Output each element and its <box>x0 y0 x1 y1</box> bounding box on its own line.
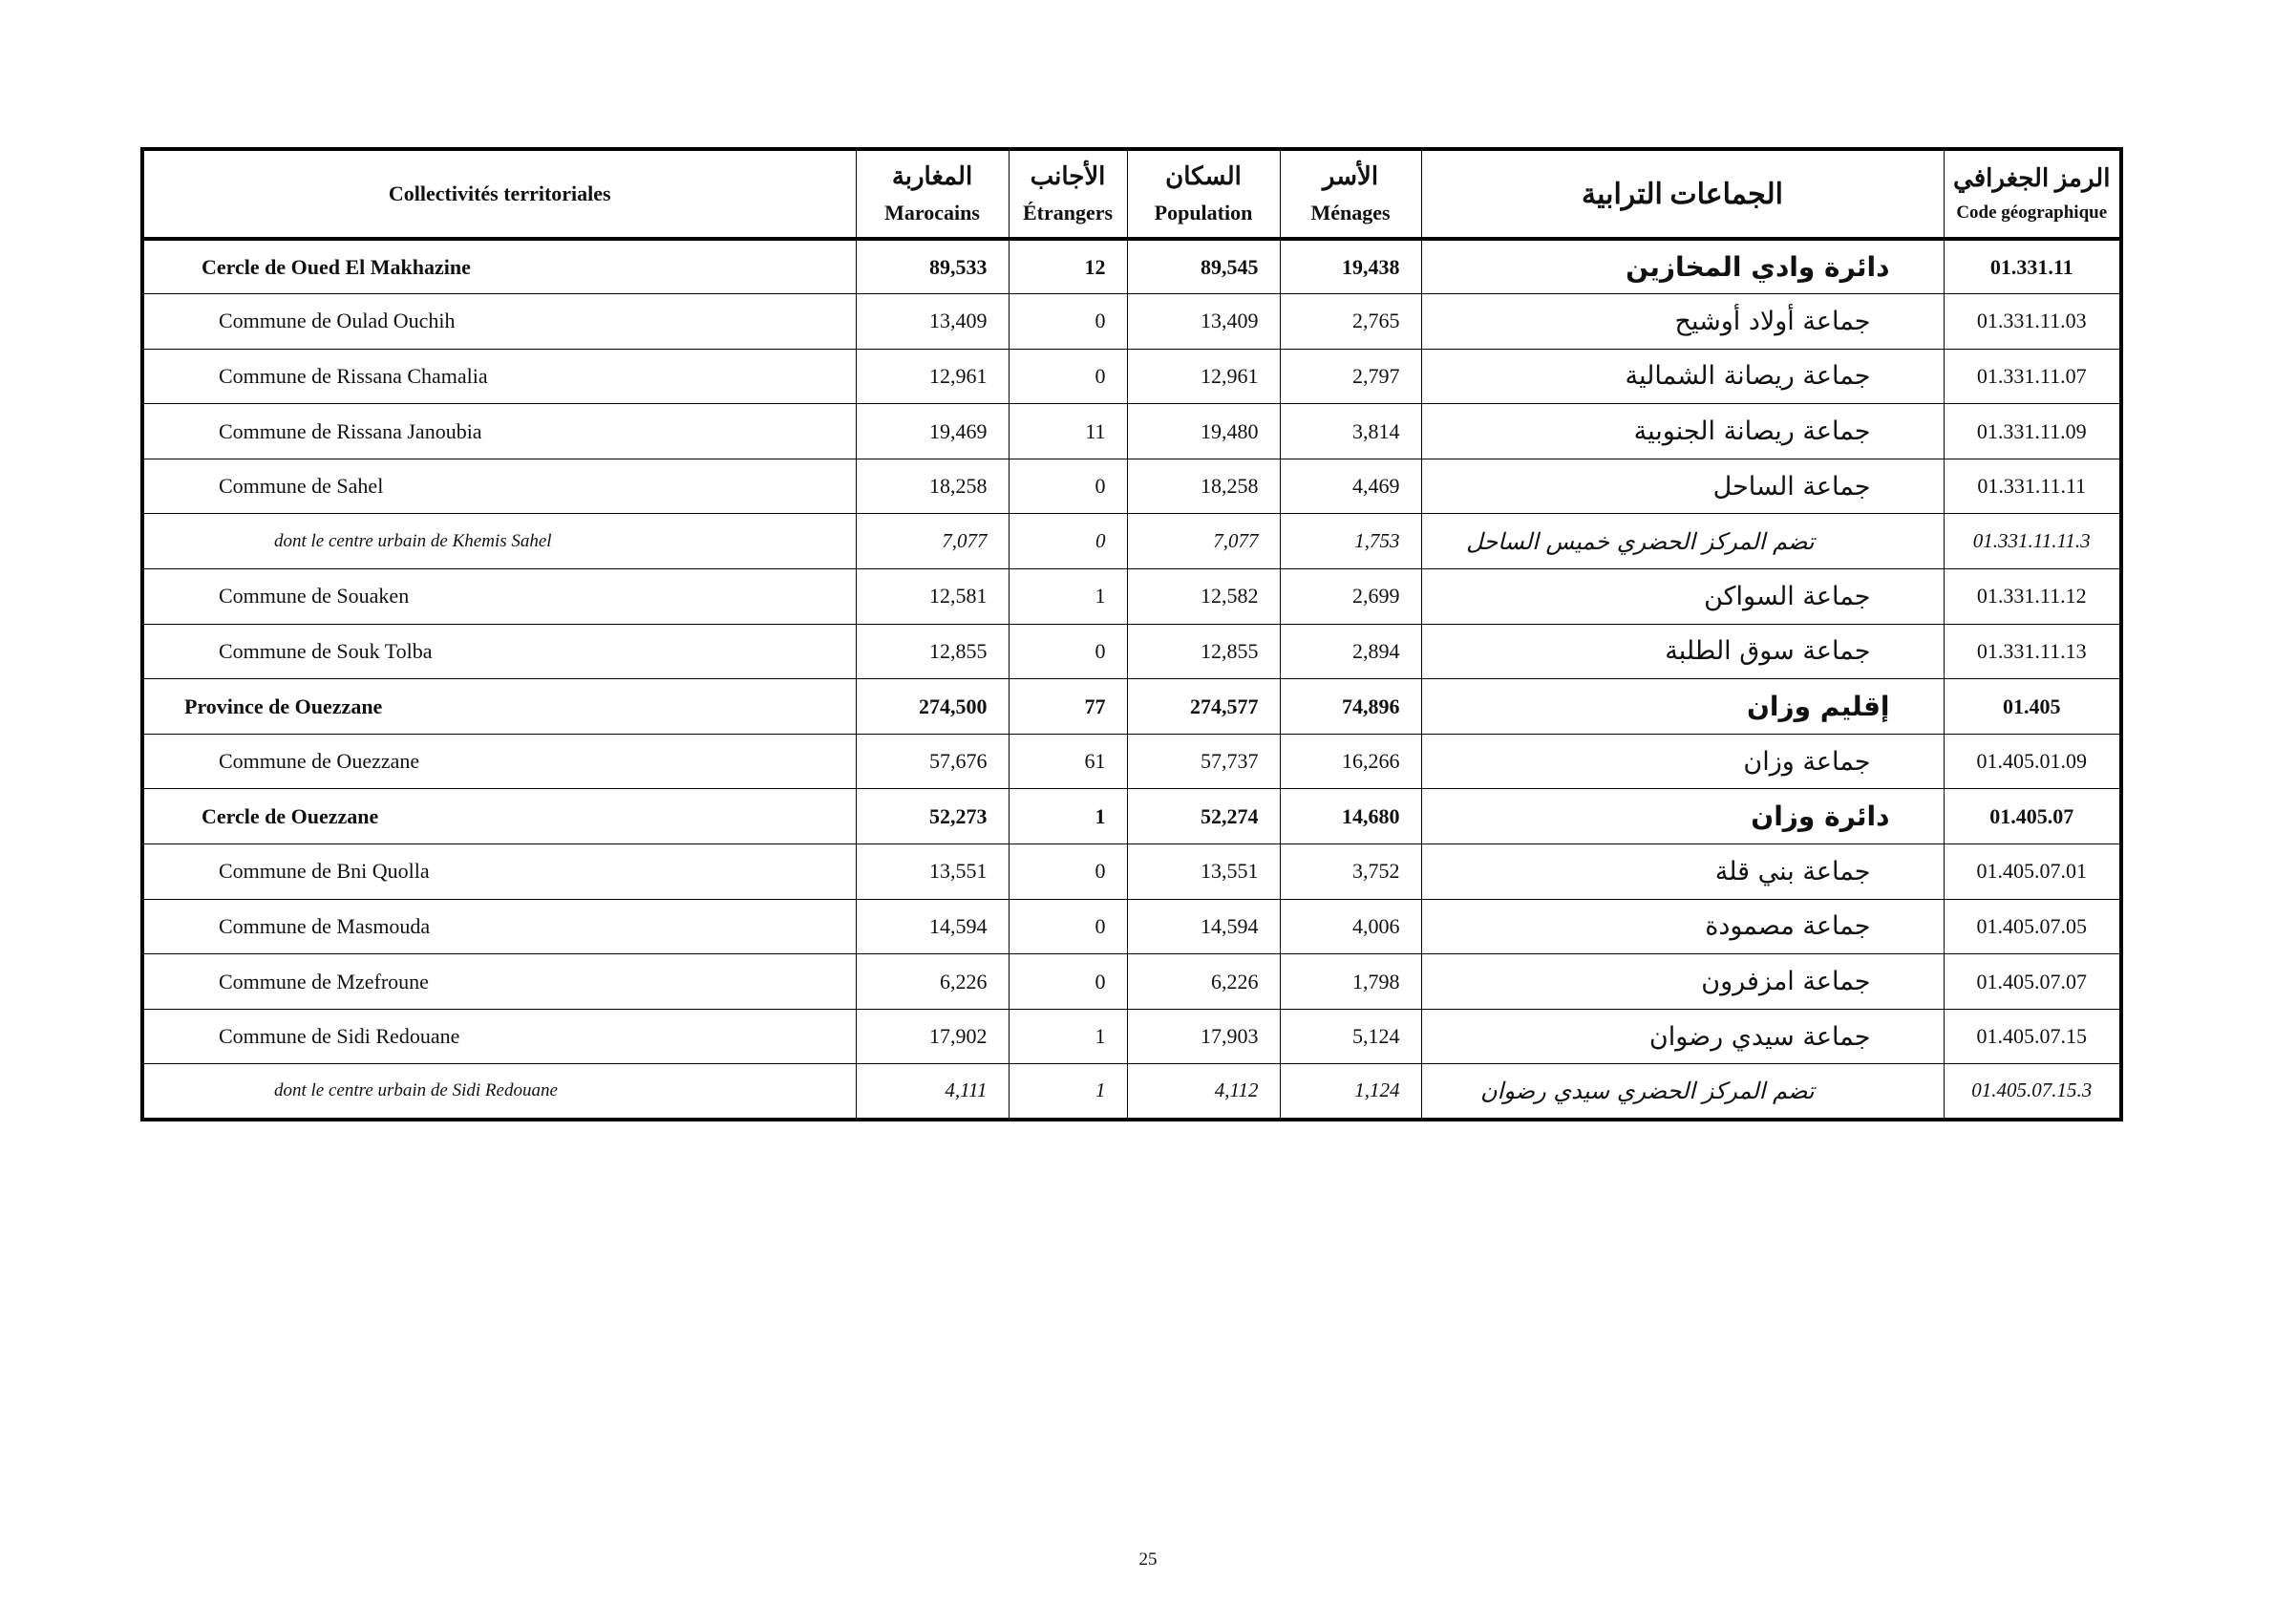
name-ar-cell: جماعة السواكن <box>1421 569 1944 625</box>
etrangers-cell: 0 <box>1009 349 1127 404</box>
table-row <box>142 954 2121 1010</box>
table-row <box>142 624 2121 679</box>
population-cell: 19,480 <box>1127 404 1280 459</box>
etrangers-cell: 0 <box>1009 844 1127 900</box>
name-ar-cell: تضم المركز الحضري سيدي رضوان <box>1421 1064 1944 1120</box>
menages-cell: 2,894 <box>1280 624 1421 679</box>
name-fr-cell: dont le centre urbain de Sidi Redouane <box>142 1064 856 1120</box>
code-cell: 01.405.07.01 <box>1944 844 2121 900</box>
marocains-cell: 57,676 <box>856 734 1009 789</box>
code-cell: 01.405.07.05 <box>1944 899 2121 954</box>
name-ar-cell: دائرة وادي المخازين <box>1421 239 1944 294</box>
header-population <box>1127 149 1280 239</box>
name-ar-cell: دائرة وزان <box>1421 789 1944 844</box>
name-ar-cell: جماعة الساحل <box>1421 459 1944 514</box>
marocains-cell: 12,961 <box>856 349 1009 404</box>
name-ar-cell: جماعة ريصانة الجنوبية <box>1421 404 1944 459</box>
name-ar-cell: تضم المركز الحضري خميس الساحل <box>1421 514 1944 569</box>
name-ar-cell: جماعة وزان <box>1421 734 1944 789</box>
population-cell: 12,961 <box>1127 349 1280 404</box>
code-cell: 01.331.11.12 <box>1944 569 2121 625</box>
etrangers-cell: 0 <box>1009 294 1127 350</box>
marocains-cell: 52,273 <box>856 789 1009 844</box>
etrangers-cell: 0 <box>1009 899 1127 954</box>
marocains-cell: 6,226 <box>856 954 1009 1010</box>
population-cell: 13,551 <box>1127 844 1280 900</box>
name-fr-cell: Commune de Oulad Ouchih <box>142 294 856 350</box>
header-menages-ar: الأسر <box>1322 162 1379 190</box>
population-cell: 6,226 <box>1127 954 1280 1010</box>
marocains-cell: 18,258 <box>856 459 1009 514</box>
population-cell: 52,274 <box>1127 789 1280 844</box>
code-cell: 01.405 <box>1944 679 2121 735</box>
menages-cell: 74,896 <box>1280 679 1421 735</box>
name-fr-cell: Commune de Masmouda <box>142 899 856 954</box>
header-code <box>1944 149 2121 239</box>
table-row <box>142 569 2121 625</box>
name-ar-cell: جماعة مصمودة <box>1421 899 1944 954</box>
name-fr-cell: Commune de Ouezzane <box>142 734 856 789</box>
marocains-cell: 14,594 <box>856 899 1009 954</box>
name-fr-cell: Cercle de Oued El Makhazine <box>142 239 856 294</box>
menages-cell: 16,266 <box>1280 734 1421 789</box>
header-code-fr: Code géographique <box>1956 203 2108 223</box>
name-ar-cell: جماعة سيدي رضوان <box>1421 1009 1944 1064</box>
marocains-cell: 7,077 <box>856 514 1009 569</box>
name-ar-cell: جماعة امزفرون <box>1421 954 1944 1010</box>
population-cell: 17,903 <box>1127 1009 1280 1064</box>
marocains-cell: 4,111 <box>856 1064 1009 1120</box>
etrangers-cell: 0 <box>1009 954 1127 1010</box>
header-population-fr: Population <box>1154 201 1253 224</box>
header-jamaat: الجماعات الترابية <box>1421 149 1944 239</box>
code-cell: 01.405.07.07 <box>1944 954 2121 1010</box>
table-row <box>142 459 2121 514</box>
etrangers-cell: 12 <box>1009 239 1127 294</box>
code-cell: 01.331.11.07 <box>1944 349 2121 404</box>
header-marocains <box>856 149 1009 239</box>
code-cell: 01.405.07.15.3 <box>1944 1064 2121 1120</box>
header-menages-fr: Ménages <box>1310 201 1391 224</box>
name-fr-cell: Commune de Souaken <box>142 569 856 625</box>
table-row <box>142 899 2121 954</box>
population-cell: 18,258 <box>1127 459 1280 514</box>
page-number: 25 <box>1138 1549 1158 1570</box>
population-cell: 12,582 <box>1127 569 1280 625</box>
name-fr-cell: Commune de Rissana Janoubia <box>142 404 856 459</box>
code-cell: 01.331.11.11 <box>1944 459 2121 514</box>
menages-cell: 1,798 <box>1280 954 1421 1010</box>
marocains-cell: 13,551 <box>856 844 1009 900</box>
name-fr-cell: Cercle de Ouezzane <box>142 789 856 844</box>
population-cell: 57,737 <box>1127 734 1280 789</box>
marocains-cell: 274,500 <box>856 679 1009 735</box>
menages-cell: 5,124 <box>1280 1009 1421 1064</box>
population-cell: 274,577 <box>1127 679 1280 735</box>
name-ar-cell: جماعة بني قلة <box>1421 844 1944 900</box>
table-row <box>142 514 2121 569</box>
population-cell: 89,545 <box>1127 239 1280 294</box>
table-row <box>142 679 2121 735</box>
etrangers-cell: 1 <box>1009 569 1127 625</box>
header-marocains-ar: المغاربة <box>891 162 973 190</box>
table-row <box>142 294 2121 350</box>
etrangers-cell: 1 <box>1009 789 1127 844</box>
table-row <box>142 844 2121 900</box>
table-row <box>142 734 2121 789</box>
name-fr-cell: Province de Ouezzane <box>142 679 856 735</box>
census-table <box>140 147 2123 1121</box>
name-ar-cell: جماعة أولاد أوشيح <box>1421 294 1944 350</box>
etrangers-cell: 77 <box>1009 679 1127 735</box>
table-row <box>142 1009 2121 1064</box>
menages-cell: 1,124 <box>1280 1064 1421 1120</box>
menages-cell: 2,699 <box>1280 569 1421 625</box>
name-ar-cell: إقليم وزان <box>1421 679 1944 735</box>
marocains-cell: 13,409 <box>856 294 1009 350</box>
code-cell: 01.331.11.13 <box>1944 624 2121 679</box>
name-fr-cell: Commune de Souk Tolba <box>142 624 856 679</box>
code-cell: 01.331.11.09 <box>1944 404 2121 459</box>
menages-cell: 2,797 <box>1280 349 1421 404</box>
code-cell: 01.331.11 <box>1944 239 2121 294</box>
code-cell: 01.405.01.09 <box>1944 734 2121 789</box>
header-etrangers-ar: الأجانب <box>1030 162 1106 190</box>
name-ar-cell: جماعة ريصانة الشمالية <box>1421 349 1944 404</box>
etrangers-cell: 0 <box>1009 514 1127 569</box>
menages-cell: 2,765 <box>1280 294 1421 350</box>
marocains-cell: 12,581 <box>856 569 1009 625</box>
menages-cell: 3,814 <box>1280 404 1421 459</box>
marocains-cell: 89,533 <box>856 239 1009 294</box>
etrangers-cell: 1 <box>1009 1064 1127 1120</box>
etrangers-cell: 0 <box>1009 459 1127 514</box>
header-etrangers <box>1009 149 1127 239</box>
menages-cell: 4,469 <box>1280 459 1421 514</box>
table-row <box>142 349 2121 404</box>
menages-cell: 1,753 <box>1280 514 1421 569</box>
table-row <box>142 404 2121 459</box>
name-fr-cell: Commune de Sidi Redouane <box>142 1009 856 1064</box>
population-cell: 14,594 <box>1127 899 1280 954</box>
name-fr-cell: Commune de Sahel <box>142 459 856 514</box>
header-collectivites: Collectivités territoriales <box>142 149 856 239</box>
name-ar-cell: جماعة سوق الطلبة <box>1421 624 1944 679</box>
table-row <box>142 239 2121 294</box>
code-cell: 01.331.11.03 <box>1944 294 2121 350</box>
table-header-row <box>142 149 2121 239</box>
code-cell: 01.405.07.15 <box>1944 1009 2121 1064</box>
population-cell: 4,112 <box>1127 1064 1280 1120</box>
etrangers-cell: 0 <box>1009 624 1127 679</box>
menages-cell: 3,752 <box>1280 844 1421 900</box>
marocains-cell: 12,855 <box>856 624 1009 679</box>
code-cell: 01.331.11.11.3 <box>1944 514 2121 569</box>
marocains-cell: 19,469 <box>856 404 1009 459</box>
name-fr-cell: Commune de Rissana Chamalia <box>142 349 856 404</box>
header-menages <box>1280 149 1421 239</box>
table-body <box>142 239 2121 1120</box>
population-cell: 12,855 <box>1127 624 1280 679</box>
table-row <box>142 1064 2121 1120</box>
name-fr-cell: Commune de Bni Quolla <box>142 844 856 900</box>
population-cell: 7,077 <box>1127 514 1280 569</box>
etrangers-cell: 1 <box>1009 1009 1127 1064</box>
name-fr-cell: dont le centre urbain de Khemis Sahel <box>142 514 856 569</box>
code-cell: 01.405.07 <box>1944 789 2121 844</box>
header-marocains-fr: Marocains <box>884 201 980 224</box>
population-cell: 13,409 <box>1127 294 1280 350</box>
name-fr-cell: Commune de Mzefroune <box>142 954 856 1010</box>
etrangers-cell: 61 <box>1009 734 1127 789</box>
header-population-ar: السكان <box>1165 162 1242 190</box>
menages-cell: 4,006 <box>1280 899 1421 954</box>
header-code-ar: الرمز الجغرافي <box>1953 164 2111 192</box>
table-row <box>142 789 2121 844</box>
marocains-cell: 17,902 <box>856 1009 1009 1064</box>
menages-cell: 19,438 <box>1280 239 1421 294</box>
etrangers-cell: 11 <box>1009 404 1127 459</box>
menages-cell: 14,680 <box>1280 789 1421 844</box>
header-etrangers-fr: Étrangers <box>1022 201 1114 224</box>
